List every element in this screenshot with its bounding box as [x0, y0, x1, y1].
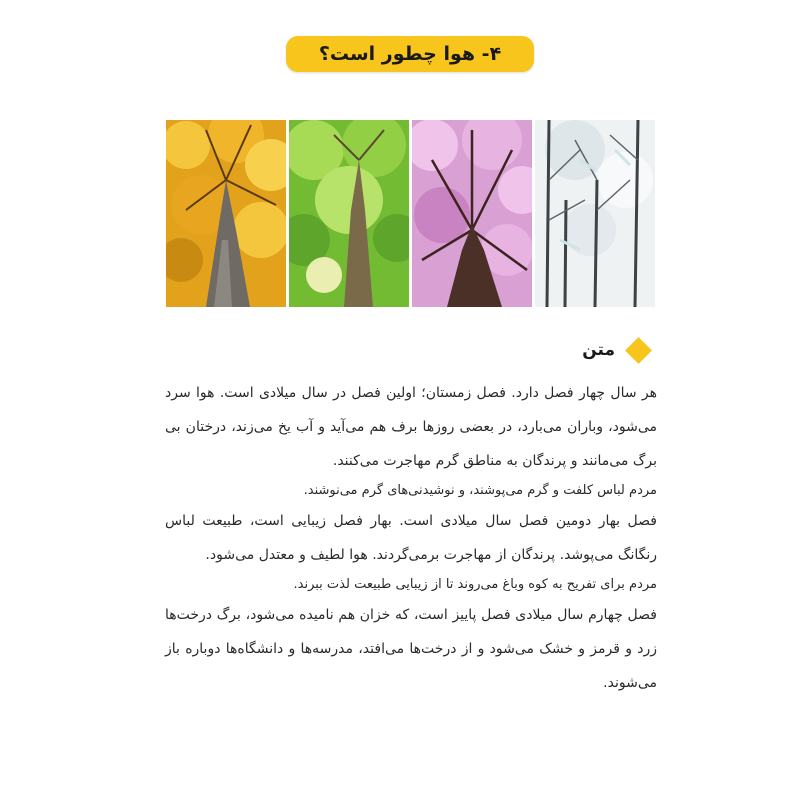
paragraph-winter: هر سال چهار فصل دارد. فصل زمستان؛ اولین فصل در سال میلادی است. هوا سرد می‌شود، وباران می‌بارد، در بعضی روزها برف هم می‌آید و آب یخ می‌زند، درختان بی برگ می‌مانند و پرندگان به مناطق گرم مهاجرت می‌کنند.	[165, 385, 657, 469]
paragraph-autumn: فصل چهارم سال میلادی فصل پاییز است، که خزان هم نامیده می‌شود، برگ درخت‌ها زرد و قرمز و خشک می‌شود و از درخت‌ها می‌افتد، مدرسه‌ها و دانشگاه‌ها دوباره باز می‌شوند.	[165, 607, 657, 691]
paragraph-winter-note: مردم لباس کلفت و گرم می‌پوشند، و نوشیدنی‌های گرم می‌نوشند.	[303, 483, 657, 498]
reading-passage	[165, 376, 657, 700]
paragraph-spring-note: مردم برای تفریح به کوه وباغ می‌روند تا از زیبایی طبیعت لذت ببرند.	[293, 577, 657, 592]
section-header	[582, 340, 654, 360]
spring-tree-photo	[412, 120, 532, 307]
summer-tree-photo	[289, 120, 409, 307]
autumn-tree-photo	[166, 120, 286, 307]
paragraph-spring: فصل بهار دومین فصل سال میلادی است. بهار فصل زیبایی است، طبیعت لباس رنگانگ می‌پوشد. پرندگان از مهاجرت برمی‌گردند. هوا لطیف و معتدل می‌شود.	[165, 513, 657, 563]
section-title: متن	[582, 340, 615, 360]
lesson-title: ۴- هوا چطور است؟	[318, 43, 502, 65]
winter-tree-photo	[535, 120, 655, 307]
diamond-bullet-icon	[625, 337, 652, 364]
seasons-photo-strip	[166, 120, 655, 307]
lesson-title-banner	[286, 36, 534, 72]
